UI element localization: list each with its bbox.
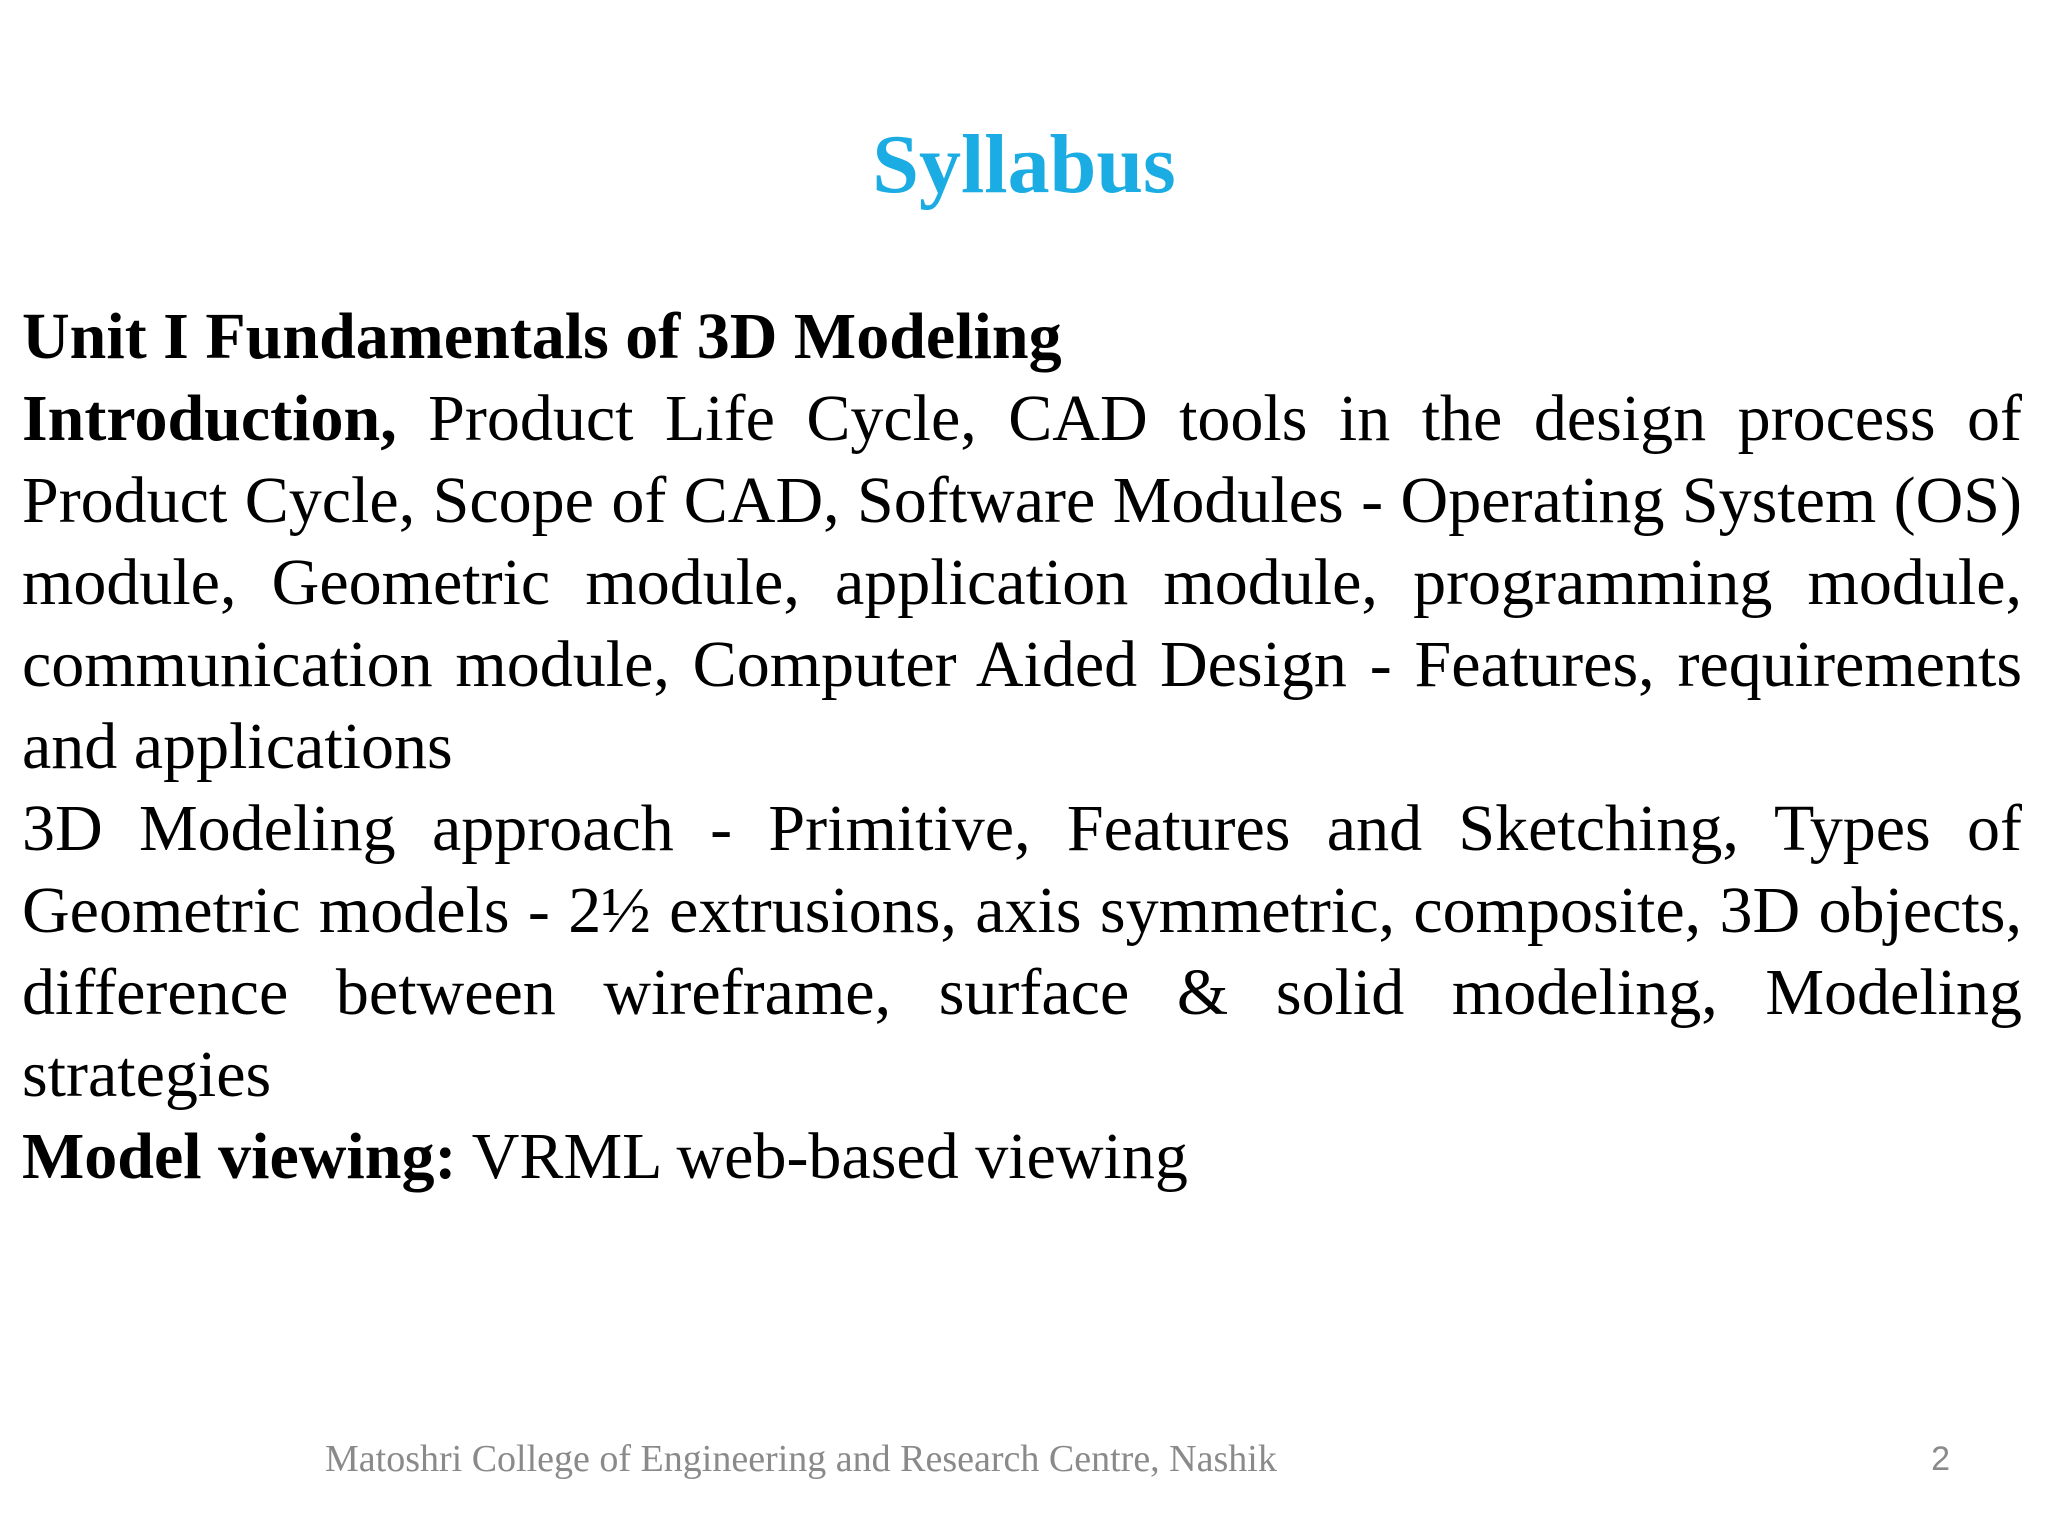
introduction-lead: Introduction, (22, 382, 397, 455)
paragraph-model-viewing (22, 1116, 2022, 1198)
slide-title: Syllabus (872, 118, 1176, 211)
unit-heading: Unit I Fundamentals of 3D Modeling (22, 300, 1062, 373)
paragraph-introduction (22, 378, 2022, 788)
introduction-text: Product Life Cycle, CAD tools in the design process of Product Cycle, Scope of CAD, Software Modules - Operating System (OS) module, Geometric module, application module, programming module, communication module, Computer Aided Design - Features, requirements and applications (22, 382, 2022, 783)
page-number: 2 (1931, 1440, 1950, 1478)
model-viewing-lead: Model viewing: (22, 1120, 457, 1193)
slide-footer (0, 1434, 2048, 1484)
paragraph-modeling-approach (22, 788, 2022, 1116)
model-viewing-text: VRML web-based viewing (456, 1120, 1188, 1193)
footer-institution: Matoshri College of Engineering and Research Centre, Nashik (325, 1438, 1277, 1480)
modeling-approach-text: 3D Modeling approach - Primitive, Features and Sketching, Types of Geometric models - 2½ extrusions, axis symmetric, composite, 3D objects, difference between wireframe, surface & solid modeling, Modeling strategies (22, 792, 2022, 1111)
syllabus-content (22, 296, 2022, 1198)
